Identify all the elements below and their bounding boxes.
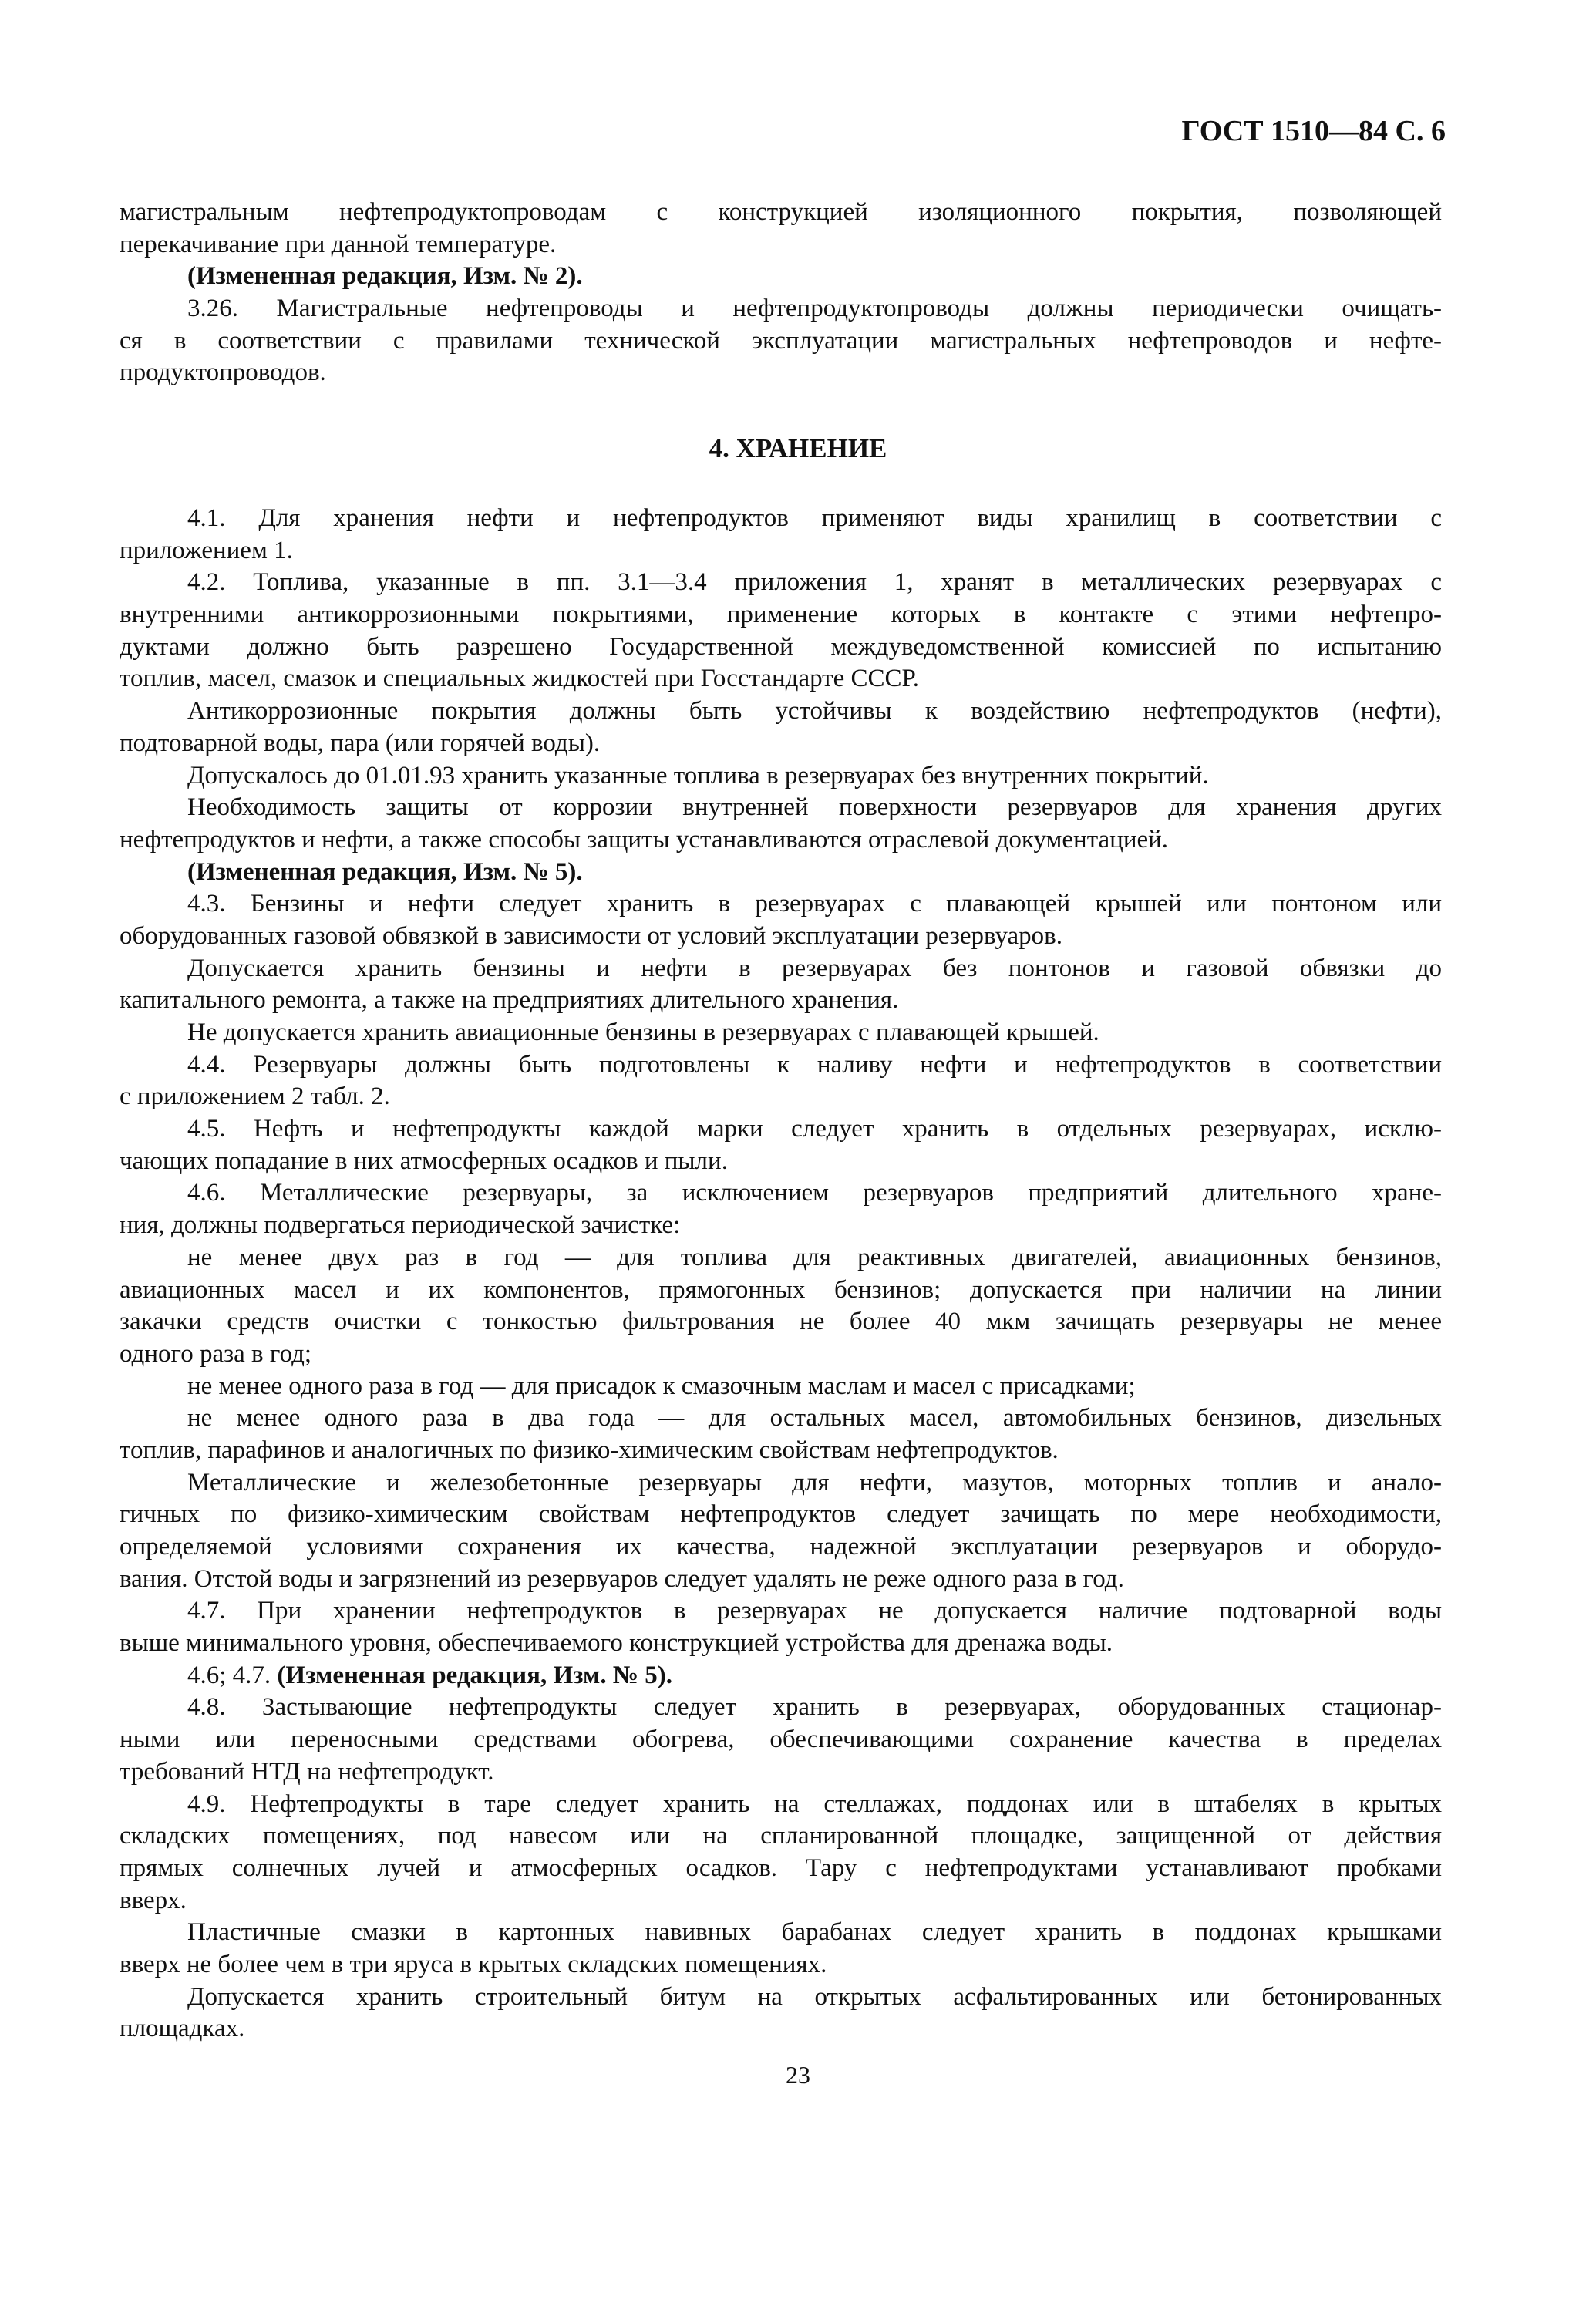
- line-text: магистральным нефтепродуктопроводам с конструкцией изоляционного покрытия, позволяющей: [120, 198, 1442, 226]
- amendment-note-line: [120, 261, 1442, 293]
- line-text: площадках.: [120, 2015, 245, 2043]
- line-text: капитального ремонта, а также на предприятиях длительного хранения.: [120, 986, 899, 1015]
- paragraph-line: [120, 1081, 1442, 1113]
- paragraph-line: [120, 1467, 1442, 1500]
- line-text: Металлические и железобетонные резервуары для нефти, мазутов, моторных топлив и анало-: [187, 1468, 1442, 1497]
- paragraph-line: [120, 1756, 1442, 1789]
- paragraph-line: [120, 1628, 1442, 1660]
- line-text: 4.5. Нефть и нефтепродукты каждой марки следует хранить в отдельных резервуарах, исклю-: [187, 1115, 1442, 1143]
- paragraph-line: [120, 1949, 1442, 1981]
- line-text: подтоварной воды, пара (или горячей воды).: [120, 729, 601, 757]
- line-text: ными или переносными средствами обогрева, обеспечивающими сохранение качества в пределах: [120, 1725, 1442, 1754]
- line-text: закачки средств очистки с тонкостью фильтрования не более 40 мкм зачищать резервуары не менее: [120, 1308, 1442, 1336]
- line-text: одного раза в год;: [120, 1339, 312, 1368]
- line-text: прямых солнечных лучей и атмосферных осадков. Тару с нефтепродуктами устанавливают пробками: [120, 1853, 1442, 1882]
- paragraph-line: [120, 1499, 1442, 1531]
- paragraph-line: [120, 1692, 1442, 1724]
- line-text: топлив, масел, смазок и специальных жидкостей при Госстандарте СССР.: [120, 665, 920, 693]
- line-text: 4.7. При хранении нефтепродуктов в резервуарах не допускается наличие подтоварной воды: [187, 1597, 1442, 1625]
- line-text: дуктами должно быть разрешено Государственной междуведомственной комиссией по испытанию: [120, 632, 1442, 661]
- paragraph-line: [120, 1274, 1442, 1307]
- paragraph-line: [120, 1917, 1442, 1949]
- paragraph-line: [120, 1531, 1442, 1564]
- line-text: не менее двух раз в год — для топлива для реактивных двигателей, авиационных бензинов,: [187, 1243, 1442, 1271]
- paragraph-line: [120, 1595, 1442, 1628]
- paragraph-line: [120, 728, 1442, 760]
- paragraph-line: [120, 1017, 1442, 1049]
- paragraph-line: [120, 953, 1442, 985]
- line-text: 4.9. Нефтепродукты в таре следует хранить на стеллажах, поддонах или в штабелях в крытых: [187, 1789, 1442, 1818]
- paragraph-line: [120, 1789, 1442, 1821]
- line-text: 4.6. Металлические резервуары, за исключением резервуаров предприятий длительного хране-: [187, 1179, 1442, 1207]
- line-text: вверх не более чем в три яруса в крытых складских помещениях.: [120, 1950, 827, 1978]
- paragraph-line: [120, 985, 1442, 1017]
- line-text: с приложением 2 табл. 2.: [120, 1082, 390, 1111]
- line-text: 4.2. Топлива, указанные в пп. 3.1—3.4 приложения 1, хранят в металлических резервуарах с: [187, 568, 1442, 597]
- line-text: Допускается хранить бензины и нефти в резервуарах без понтонов и газовой обвязки до: [187, 954, 1442, 982]
- line-text: чающих попадание в них атмосферных осадков и пыли.: [120, 1146, 728, 1175]
- clause-reference: 4.6; 4.7.: [187, 1661, 278, 1689]
- line-text: не менее одного раза в два года — для остальных масел, автомобильных бензинов, дизельных: [187, 1404, 1442, 1433]
- paragraph-line: [120, 1146, 1442, 1178]
- text-block-section-4: [120, 503, 1442, 2045]
- paragraph-line: [120, 1113, 1442, 1146]
- line-text: Пластичные смазки в картонных навивных барабанах следует хранить в поддонах крышками: [187, 1918, 1442, 1947]
- paragraph-line: [120, 325, 1442, 358]
- paragraph-line: [120, 921, 1442, 953]
- paragraph-line: [120, 1820, 1442, 1853]
- page-number: 23: [786, 2061, 810, 2089]
- line-text: продуктопроводов.: [120, 359, 326, 387]
- text-block-section-3-end: [120, 197, 1442, 389]
- line-text: авиационных масел и их компонентов, прямогонных бензинов; допускается при наличии на линии: [120, 1275, 1442, 1304]
- line-text: Не допускается хранить авиационные бензины в резервуарах с плавающей крышей.: [187, 1018, 1099, 1046]
- paragraph-line: [120, 1564, 1442, 1596]
- line-text: (Измененная редакция, Изм. № 5).: [277, 1661, 673, 1689]
- line-text: внутренними антикоррозионными покрытиями, применение которых в контакте с этими нефтепро-: [120, 601, 1442, 629]
- paragraph-line: [120, 888, 1442, 921]
- line-text: оборудованных газовой обвязкой в зависимости от условий эксплуатации резервуаров.: [120, 921, 1062, 950]
- line-text: вания. Отстой воды и загрязнений из резервуаров следует удалять не реже одного раза в год.: [120, 1564, 1124, 1593]
- paragraph-line: [120, 824, 1442, 857]
- line-text: перекачивание при данной температуре.: [120, 230, 557, 258]
- paragraph-line: [120, 760, 1442, 793]
- paragraph-line: [120, 1435, 1442, 1467]
- paragraph-line: [120, 695, 1442, 728]
- section-heading: 4. ХРАНЕНИЕ: [709, 433, 887, 463]
- paragraph-line: [120, 357, 1442, 389]
- line-text: определяемой условиями сохранения их качества, надежной эксплуатации резервуаров и оборудо-: [120, 1533, 1442, 1561]
- paragraph-line: [120, 792, 1442, 824]
- paragraph-line: [120, 631, 1442, 664]
- paragraph-line: [120, 293, 1442, 325]
- paragraph-line: [120, 1853, 1442, 1885]
- line-text: складских помещениях, под навесом или на спланированной площадке, защищенной от действия: [120, 1822, 1442, 1850]
- amendment-note-line: [120, 1660, 1442, 1692]
- paragraph-line: [120, 1306, 1442, 1338]
- paragraph-line: [120, 1402, 1442, 1435]
- paragraph-line: [120, 1049, 1442, 1082]
- paragraph-line: [120, 599, 1442, 631]
- line-text: 3.26. Магистральные нефтепроводы и нефтепродуктопроводы должны периодически очищать-: [187, 295, 1442, 323]
- paragraph-line: [120, 1885, 1442, 1917]
- paragraph-line: [120, 197, 1442, 229]
- line-text: ся в соответствии с правилами технической эксплуатации магистральных нефтепроводов и нефте-: [120, 326, 1442, 355]
- paragraph-line: [120, 1338, 1442, 1371]
- line-text: выше минимального уровня, обеспечиваемого конструкцией устройства для дренажа воды.: [120, 1629, 1113, 1658]
- line-text: требований НТД на нефтепродукт.: [120, 1757, 494, 1786]
- line-text: Допускается хранить строительный битум на открытых асфальтированных или бетонированных: [187, 1982, 1442, 2011]
- paragraph-line: [120, 503, 1442, 535]
- line-text: вверх.: [120, 1886, 187, 1914]
- line-text: (Измененная редакция, Изм. № 5).: [187, 857, 583, 886]
- line-text: 4.8. Застывающие нефтепродукты следует хранить в резервуарах, оборудованных стационар-: [187, 1693, 1442, 1722]
- line-text: нефтепродуктов и нефти, а также способы защиты устанавливаются отраслевой документацией.: [120, 825, 1169, 853]
- line-text: топлив, парафинов и аналогичных по физико-химическим свойствам нефтепродуктов.: [120, 1436, 1059, 1464]
- paragraph-line: [120, 2013, 1442, 2045]
- paragraph-line: [120, 1210, 1442, 1242]
- line-text: не менее одного раза в год — для присадок к смазочным маслам и масел с присадками;: [187, 1372, 1136, 1400]
- line-text: 4.3. Бензины и нефти следует хранить в резервуарах с плавающей крышей или понтоном или: [187, 890, 1442, 918]
- paragraph-line: [120, 1177, 1442, 1210]
- line-text: приложением 1.: [120, 536, 293, 564]
- paragraph-line: [120, 1724, 1442, 1756]
- line-text: 4.1. Для хранения нефти и нефтепродуктов применяют виды хранилищ в соответствии с: [187, 504, 1442, 532]
- paragraph-line: [120, 535, 1442, 567]
- paragraph-line: [120, 1242, 1442, 1274]
- line-text: 4.4. Резервуары должны быть подготовлены к наливу нефти и нефтепродуктов в соответствии: [187, 1050, 1442, 1079]
- line-text: Допускалось до 01.01.93 хранить указанные топлива в резервуарах без внутренних покрытий.: [187, 761, 1209, 790]
- paragraph-line: [120, 567, 1442, 599]
- line-text: ния, должны подвергаться периодической зачистке:: [120, 1211, 681, 1240]
- line-text: Необходимость защиты от коррозии внутренней поверхности резервуаров для хранения других: [187, 793, 1442, 822]
- paragraph-line: [120, 1371, 1442, 1403]
- line-text: Антикоррозионные покрытия должны быть устойчивы к воздействию нефтепродуктов (нефти),: [187, 697, 1442, 726]
- paragraph-line: [120, 663, 1442, 695]
- document-header: ГОСТ 1510—84 С. 6: [1181, 115, 1446, 147]
- line-text: гичных по физико-химическим свойствам нефтепродуктов следует зачищать по мере необходимости,: [120, 1500, 1442, 1529]
- paragraph-line: [120, 1981, 1442, 2014]
- line-text: (Измененная редакция, Изм. № 2).: [187, 262, 583, 291]
- amendment-note-line: [120, 857, 1442, 889]
- paragraph-line: [120, 229, 1442, 261]
